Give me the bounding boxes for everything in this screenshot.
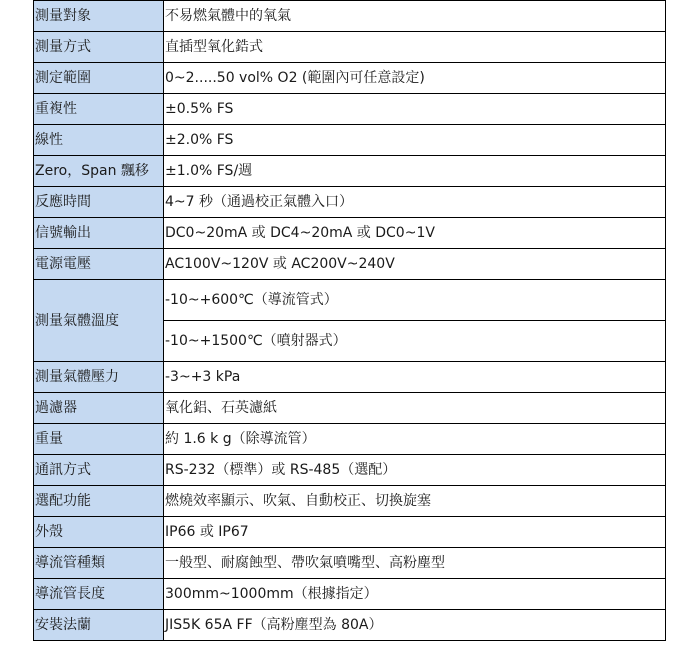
spec-value: 4~7 秒（通過校正氣體入口）	[164, 187, 666, 218]
spec-label: 導流管種類	[34, 548, 164, 579]
table-row	[34, 486, 666, 517]
spec-value: IP66 或 IP67	[164, 517, 666, 548]
spec-value: -3~+3 kPa	[164, 362, 666, 393]
spec-value: 約 1.6 k g（除導流管）	[164, 424, 666, 455]
table-row	[34, 362, 666, 393]
table-row	[34, 249, 666, 280]
spec-value: 燃燒效率顯示、吹氣、自動校正、切換旋塞	[164, 486, 666, 517]
spec-label: 導流管長度	[34, 579, 164, 610]
table-row	[34, 156, 666, 187]
spec-value: ±0.5% FS	[164, 94, 666, 125]
table-row	[34, 187, 666, 218]
spec-value: AC100V~120V 或 AC200V~240V	[164, 249, 666, 280]
table-row	[34, 610, 666, 641]
spec-value: 不易燃氣體中的氧氣	[164, 1, 666, 32]
spec-value: JIS5K 65A FF（高粉塵型為 80A）	[164, 610, 666, 641]
spec-value: ±2.0% FS	[164, 125, 666, 156]
spec-label: 測量對象	[34, 1, 164, 32]
spec-value: DC0~20mA 或 DC4~20mA 或 DC0~1V	[164, 218, 666, 249]
spec-label: 通訊方式	[34, 455, 164, 486]
spec-value: 直插型氧化鋯式	[164, 32, 666, 63]
spec-label: Zero，Span 飄移	[34, 156, 164, 187]
spec-label: 測量氣體壓力	[34, 362, 164, 393]
table-row	[34, 1, 666, 32]
spec-value: ±1.0% FS/週	[164, 156, 666, 187]
table-row	[34, 218, 666, 249]
table-row	[34, 517, 666, 548]
spec-value: 一般型、耐腐蝕型、帶吹氣噴嘴型、高粉塵型	[164, 548, 666, 579]
table-row	[34, 393, 666, 424]
table-row	[34, 424, 666, 455]
spec-label: 測定範圍	[34, 63, 164, 94]
spec-label: 過濾器	[34, 393, 164, 424]
spec-value: -10~+1500℃（噴射器式）	[164, 321, 666, 362]
spec-value: 300mm~1000mm（根據指定）	[164, 579, 666, 610]
spec-label: 線性	[34, 125, 164, 156]
spec-label: 外殼	[34, 517, 164, 548]
spec-label: 重複性	[34, 94, 164, 125]
spec-value: -10~+600℃（導流管式）	[164, 280, 666, 321]
table-row	[34, 94, 666, 125]
table-row	[34, 548, 666, 579]
spec-value: 0~2.....50 vol% O2 (範圍內可任意設定)	[164, 63, 666, 94]
spec-label: 信號輸出	[34, 218, 164, 249]
table-row	[34, 63, 666, 94]
spec-label: 反應時間	[34, 187, 164, 218]
table-row	[34, 579, 666, 610]
table-row	[34, 32, 666, 63]
table-row	[34, 125, 666, 156]
spec-label: 測量方式	[34, 32, 164, 63]
spec-value: 氧化鋁、石英濾紙	[164, 393, 666, 424]
table-row	[34, 455, 666, 486]
spec-label: 安裝法蘭	[34, 610, 164, 641]
spec-label: 重量	[34, 424, 164, 455]
table-row	[34, 280, 666, 321]
spec-value: RS-232（標準）或 RS-485（選配）	[164, 455, 666, 486]
spec-label: 選配功能	[34, 486, 164, 517]
spec-label: 電源電壓	[34, 249, 164, 280]
spec-table	[33, 0, 666, 641]
spec-label: 測量氣體溫度	[34, 280, 164, 362]
